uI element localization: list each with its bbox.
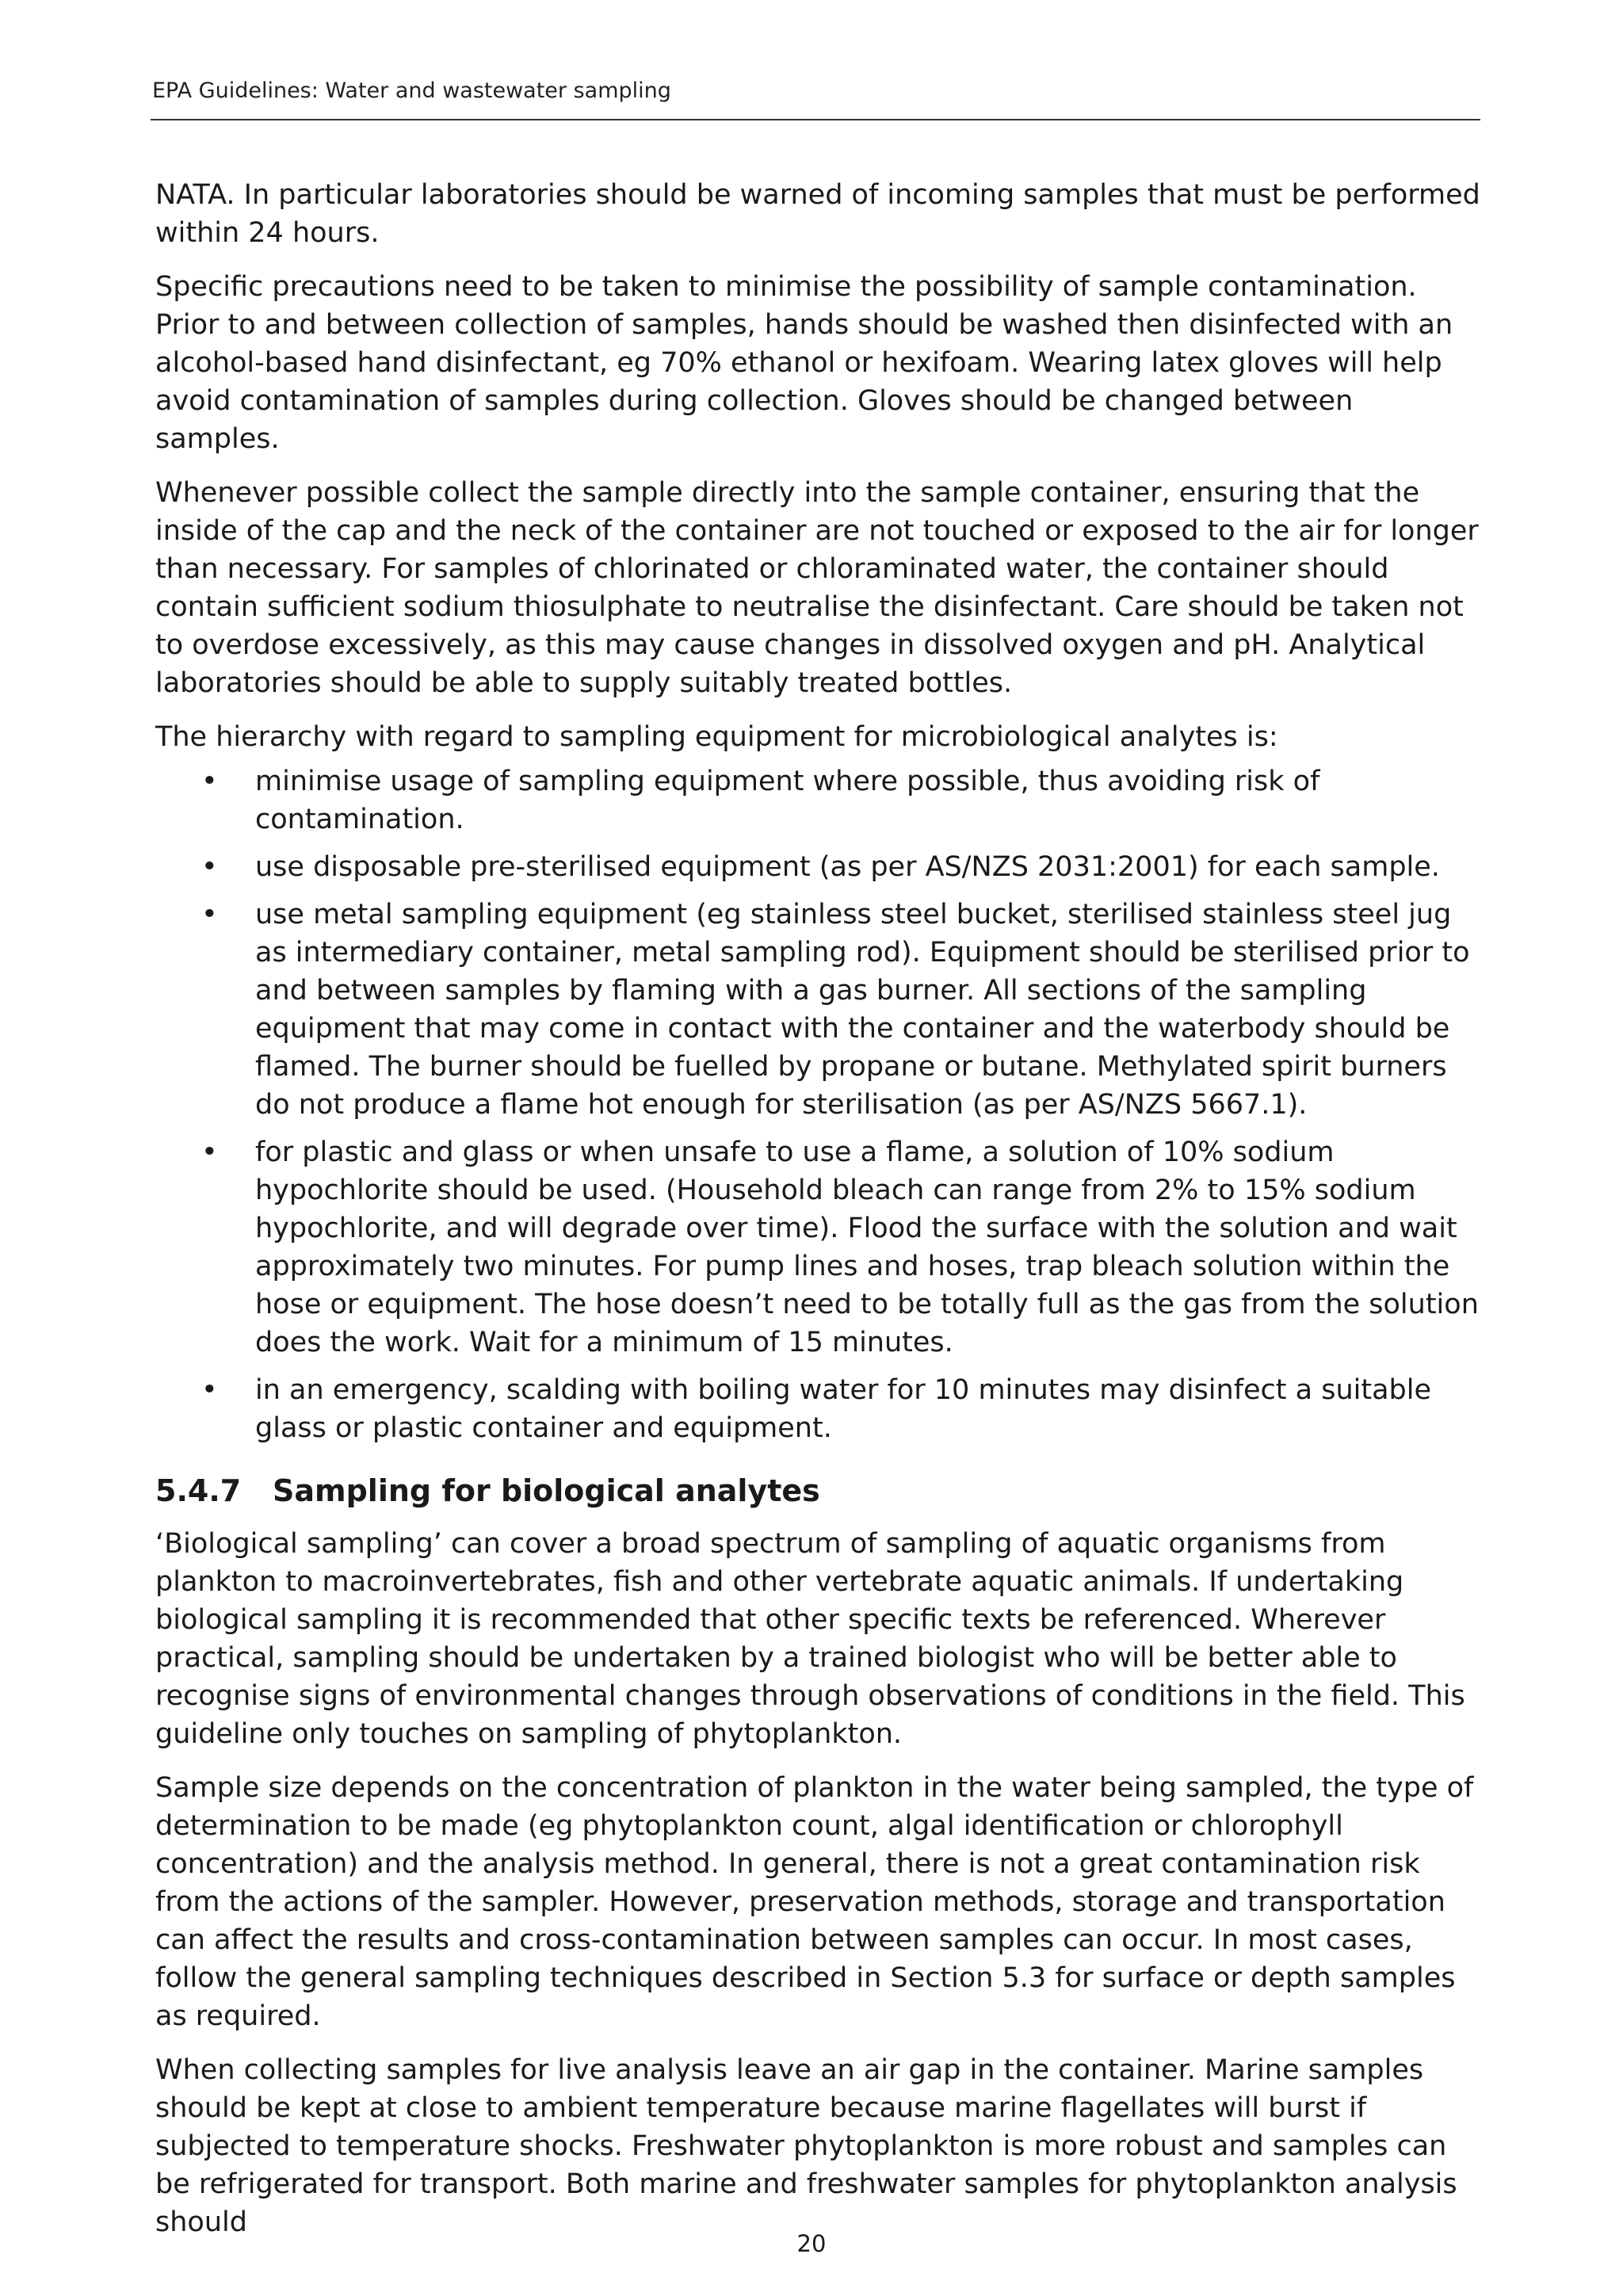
list-item-text: use metal sampling equipment (eg stainless steel bucket, sterilised stainless steel jug as intermediary container, metal sampling rod). Equipment should be sterilised prior to and between samples by flaming with a gas burner. All sections of the sampling equipment that may come in contact with the container and the waterbody should be flamed. The burner should be fuelled by propane or butane. Methylated spirit burners do not produce a flame hot enough for sterilisation (as per AS/NZS 5667.1). xyxy=(255,899,1470,1121)
list-item xyxy=(155,848,1484,886)
paragraph: Sample size depends on the concentration of plankton in the water being sampled, the type of determination to be made (eg phytoplankton count, algal identification or chlorophyll concentration) and the analysis method. In general, there is not a great contamination risk from the actions of the sampler. However, preservation methods, storage and transportation can affect the results and cross-contamination between samples can occur. In most cases, follow the general sampling techniques described in Section 5.3 for surface or depth samples as required. xyxy=(155,1772,1474,2032)
bullet-icon: • xyxy=(201,766,218,797)
page-number: 20 xyxy=(796,2230,827,2257)
bullet-icon: • xyxy=(201,1137,218,1168)
paragraph: NATA. In particular laboratories should be warned of incoming samples that must be performed within 24 hours. xyxy=(155,179,1480,249)
bullet-icon: • xyxy=(201,1374,218,1406)
list-item-text: use disposable pre-sterilised equipment (as per AS/NZS 2031:2001) for each sample. xyxy=(255,851,1440,883)
section-number: 5.4.7 xyxy=(155,1473,242,1508)
list-item xyxy=(155,896,1484,1124)
bullet-icon: • xyxy=(201,899,218,930)
list-item-text: minimise usage of sampling equipment where possible, thus avoiding risk of contamination. xyxy=(255,766,1320,835)
list-item-text: in an emergency, scalding with boiling water for 10 minutes may disinfect a suitable glass or plastic container and equipment. xyxy=(255,1374,1432,1444)
paragraph: ‘Biological sampling’ can cover a broad spectrum of sampling of aquatic organisms from plankton to macroinvertebrates, fish and other vertebrate aquatic animals. If undertaking biological sampling it is recommended that other specific texts be referenced. Wherever practical, sampling should be undertaken by a trained biologist who will be better able to recognise signs of environmental changes through observations of conditions in the field. This guideline only touches on sampling of phytoplankton. xyxy=(155,1528,1465,1750)
paragraph: When collecting samples for live analysis leave an air gap in the container. Marine samples should be kept at close to ambient temperature because marine flagellates will burst if subjected to temperature shocks. Freshwater phytoplankton is more robust and samples can be refrigerated for transport. Both marine and freshwater samples for phytoplankton analysis should xyxy=(155,2054,1457,2238)
section-title: Sampling for biological analytes xyxy=(273,1473,820,1508)
running-header: EPA Guidelines: Water and wastewater sampling xyxy=(152,78,671,103)
list-item xyxy=(155,1371,1484,1447)
list-item xyxy=(155,762,1484,839)
list-item xyxy=(155,1133,1484,1362)
list-item-text: for plastic and glass or when unsafe to use a flame, a solution of 10% sodium hypochlorite should be used. (Household bleach can range from 2% to 15% sodium hypochlorite, and will degrade over time). Flood the surface with the solution and wait approximately two minutes. For pump lines and hoses, trap bleach solution within the hose or equipment. The hose doesn’t need to be totally full as the gas from the solution does the work. Wait for a minimum of 15 minutes. xyxy=(255,1137,1479,1358)
paragraph: Specific precautions need to be taken to minimise the possibility of sample contamination. Prior to and between collection of samples, hands should be washed then disinfected with an alcohol-based hand disinfectant, eg 70% ethanol or hexifoam. Wearing latex gloves will help avoid contamination of samples during collection. Gloves should be changed between samples. xyxy=(155,271,1453,455)
list-intro: The hierarchy with regard to sampling equipment for microbiological analytes is: xyxy=(155,721,1278,753)
equipment-hierarchy-list xyxy=(155,762,1484,1447)
bullet-icon: • xyxy=(201,851,218,883)
page-body xyxy=(155,176,1484,2257)
header-divider xyxy=(151,119,1480,120)
paragraph: Whenever possible collect the sample directly into the sample container, ensuring that the inside of the cap and the neck of the container are not touched or exposed to the air for longer than necessary. For samples of chlorinated or chloraminated water, the container should contain sufficient sodium thiosulphate to neutralise the disinfectant. Care should be taken not to overdose excessively, as this may cause changes in dissolved oxygen and pH. Analytical laboratories should be able to supply suitably treated bottles. xyxy=(155,477,1479,699)
section-heading xyxy=(155,1471,1484,1511)
